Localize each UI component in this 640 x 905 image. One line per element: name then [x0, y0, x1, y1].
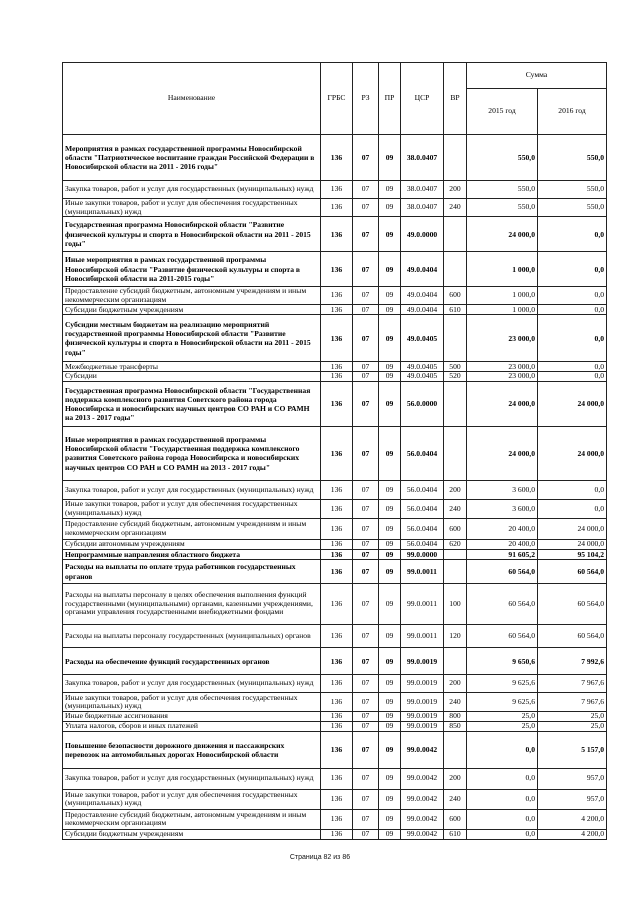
table-row [63, 625, 607, 648]
table-row [63, 789, 607, 809]
header-csr: ЦСР [401, 63, 444, 135]
cell-rz: 07 [353, 809, 379, 829]
header-name: Наименование [63, 63, 321, 135]
header-grbs: ГРБС [321, 63, 353, 135]
cell-sum-2016: 550,0 [538, 199, 607, 217]
cell-rz: 07 [353, 199, 379, 217]
cell-name: Государственная программа Новосибирской области "Развитие физической культуры и спорта в Новосибирской области на 2011 - 2015 годы" [63, 217, 321, 252]
table-row [63, 539, 607, 549]
cell-grbs: 136 [321, 625, 353, 648]
cell-name: Мероприятия в рамках государственной программы Новосибирской области "Патриотическое воспитание граждан Российской Федерации в Новосибирской области на 2011 - 2016 годы" [63, 135, 321, 181]
cell-vr: 200 [444, 181, 467, 199]
cell-vr: 100 [444, 584, 467, 625]
header-rz: РЗ [353, 63, 379, 135]
cell-name: Закупка товаров, работ и услуг для государственных (муниципальных) нужд [63, 480, 321, 499]
budget-table [62, 62, 607, 840]
cell-pr: 09 [379, 252, 401, 287]
cell-pr: 09 [379, 518, 401, 539]
cell-pr: 09 [379, 381, 401, 426]
table-row [63, 199, 607, 217]
cell-name: Уплата налогов, сборов и иных платежей [63, 721, 321, 731]
cell-sum-2015: 20 400,0 [467, 539, 538, 549]
cell-vr [444, 252, 467, 287]
cell-rz: 07 [353, 768, 379, 789]
cell-sum-2016: 4 200,0 [538, 829, 607, 839]
cell-pr: 09 [379, 731, 401, 768]
cell-csr: 99.0.0042 [401, 731, 444, 768]
table-row [63, 731, 607, 768]
cell-csr: 38.0.0407 [401, 199, 444, 217]
cell-pr: 09 [379, 426, 401, 480]
table-row [63, 721, 607, 731]
cell-rz: 07 [353, 789, 379, 809]
cell-rz: 07 [353, 362, 379, 372]
cell-vr [444, 381, 467, 426]
cell-rz: 07 [353, 426, 379, 480]
header-year-2015: 2015 год [467, 89, 538, 135]
cell-sum-2015: 60 564,0 [467, 584, 538, 625]
cell-sum-2015: 0,0 [467, 809, 538, 829]
cell-sum-2016: 24 000,0 [538, 426, 607, 480]
cell-csr: 99.0.0042 [401, 809, 444, 829]
table-row [63, 135, 607, 181]
table-row [63, 362, 607, 372]
cell-sum-2016: 7 967,6 [538, 693, 607, 712]
cell-vr: 800 [444, 712, 467, 722]
cell-sum-2016: 4 200,0 [538, 809, 607, 829]
cell-name: Иные бюджетные ассигнования [63, 712, 321, 722]
cell-rz: 07 [353, 675, 379, 693]
table-row [63, 693, 607, 712]
cell-sum-2016: 60 564,0 [538, 625, 607, 648]
cell-csr: 99.0.0000 [401, 549, 444, 559]
cell-name: Субсидии бюджетным учреждениям [63, 829, 321, 839]
table-body [63, 135, 607, 840]
cell-sum-2015: 24 000,0 [467, 426, 538, 480]
table-row [63, 584, 607, 625]
cell-csr: 49.0.0000 [401, 217, 444, 252]
cell-pr: 09 [379, 693, 401, 712]
cell-name: Непрограммные направления областного бюджета [63, 549, 321, 559]
cell-pr: 09 [379, 829, 401, 839]
cell-sum-2015: 24 000,0 [467, 217, 538, 252]
cell-rz: 07 [353, 181, 379, 199]
cell-vr [444, 560, 467, 584]
cell-sum-2015: 60 564,0 [467, 560, 538, 584]
cell-grbs: 136 [321, 426, 353, 480]
cell-sum-2015: 25,0 [467, 721, 538, 731]
cell-grbs: 136 [321, 731, 353, 768]
cell-vr [444, 135, 467, 181]
cell-pr: 09 [379, 305, 401, 315]
cell-csr: 49.0.0405 [401, 372, 444, 382]
cell-pr: 09 [379, 549, 401, 559]
cell-sum-2015: 24 000,0 [467, 381, 538, 426]
cell-rz: 07 [353, 648, 379, 675]
cell-sum-2016: 7 992,6 [538, 648, 607, 675]
table-row [63, 768, 607, 789]
cell-vr: 240 [444, 499, 467, 518]
cell-csr: 99.0.0019 [401, 648, 444, 675]
cell-name: Иные закупки товаров, работ и услуг для обеспечения государственных (муниципальных) нужд [63, 499, 321, 518]
cell-pr: 09 [379, 480, 401, 499]
cell-rz: 07 [353, 731, 379, 768]
cell-sum-2016: 0,0 [538, 372, 607, 382]
table-row [63, 372, 607, 382]
cell-sum-2016: 24 000,0 [538, 381, 607, 426]
cell-pr: 09 [379, 315, 401, 362]
cell-vr: 610 [444, 829, 467, 839]
cell-csr: 99.0.0019 [401, 721, 444, 731]
cell-csr: 99.0.0011 [401, 560, 444, 584]
cell-rz: 07 [353, 217, 379, 252]
cell-vr: 610 [444, 305, 467, 315]
cell-csr: 99.0.0019 [401, 693, 444, 712]
cell-pr: 09 [379, 362, 401, 372]
cell-grbs: 136 [321, 518, 353, 539]
cell-pr: 09 [379, 648, 401, 675]
cell-sum-2015: 0,0 [467, 789, 538, 809]
table-row [63, 181, 607, 199]
cell-rz: 07 [353, 539, 379, 549]
cell-pr: 09 [379, 181, 401, 199]
header-row [63, 63, 607, 89]
cell-sum-2015: 60 564,0 [467, 625, 538, 648]
cell-csr: 56.0.0404 [401, 518, 444, 539]
cell-pr: 09 [379, 809, 401, 829]
table-row [63, 305, 607, 315]
cell-sum-2016: 0,0 [538, 480, 607, 499]
cell-grbs: 136 [321, 648, 353, 675]
cell-sum-2016: 95 104,2 [538, 549, 607, 559]
cell-sum-2015: 550,0 [467, 181, 538, 199]
cell-name: Повышение безопасности дорожного движения и пассажирских перевозок на автомобильных дорогах Новосибирской области [63, 731, 321, 768]
cell-rz: 07 [353, 381, 379, 426]
cell-vr: 600 [444, 518, 467, 539]
cell-csr: 38.0.0407 [401, 181, 444, 199]
cell-rz: 07 [353, 499, 379, 518]
cell-sum-2016: 957,0 [538, 768, 607, 789]
cell-sum-2016: 957,0 [538, 789, 607, 809]
cell-grbs: 136 [321, 287, 353, 305]
cell-vr: 200 [444, 768, 467, 789]
cell-grbs: 136 [321, 252, 353, 287]
cell-sum-2015: 91 605,2 [467, 549, 538, 559]
cell-csr: 56.0.0404 [401, 426, 444, 480]
cell-rz: 07 [353, 584, 379, 625]
cell-grbs: 136 [321, 768, 353, 789]
cell-sum-2015: 0,0 [467, 829, 538, 839]
cell-name: Иные закупки товаров, работ и услуг для обеспечения государственных (муниципальных) нужд [63, 789, 321, 809]
cell-name: Расходы на выплаты персоналу государственных (муниципальных) органов [63, 625, 321, 648]
cell-name: Межбюджетные трансферты [63, 362, 321, 372]
cell-pr: 09 [379, 560, 401, 584]
cell-vr: 200 [444, 480, 467, 499]
cell-name: Иные мероприятия в рамках государственной программы Новосибирской области "Развитие физической культуры и спорта в Новосибирской области на 2011-2015 годы" [63, 252, 321, 287]
cell-vr: 520 [444, 372, 467, 382]
cell-sum-2015: 1 000,0 [467, 305, 538, 315]
cell-sum-2016: 0,0 [538, 217, 607, 252]
cell-vr: 850 [444, 721, 467, 731]
table-row [63, 549, 607, 559]
cell-csr: 49.0.0405 [401, 315, 444, 362]
cell-name: Предоставление субсидий бюджетным, автономным учреждениям и иным некоммерческим организациям [63, 809, 321, 829]
table-row [63, 287, 607, 305]
cell-sum-2015: 0,0 [467, 768, 538, 789]
cell-name: Предоставление субсидий бюджетным, автономным учреждениям и иным некоммерческим организациям [63, 287, 321, 305]
table-row [63, 675, 607, 693]
cell-sum-2015: 1 000,0 [467, 287, 538, 305]
cell-sum-2016: 550,0 [538, 135, 607, 181]
cell-sum-2015: 23 000,0 [467, 372, 538, 382]
cell-pr: 09 [379, 539, 401, 549]
table-row [63, 560, 607, 584]
cell-csr: 38.0.0407 [401, 135, 444, 181]
header-vr: ВР [444, 63, 467, 135]
cell-grbs: 136 [321, 712, 353, 722]
cell-vr [444, 549, 467, 559]
cell-csr: 56.0.0404 [401, 499, 444, 518]
cell-name: Закупка товаров, работ и услуг для государственных (муниципальных) нужд [63, 768, 321, 789]
cell-sum-2015: 0,0 [467, 731, 538, 768]
table-row [63, 252, 607, 287]
cell-rz: 07 [353, 518, 379, 539]
cell-rz: 07 [353, 305, 379, 315]
cell-sum-2015: 9 650,6 [467, 648, 538, 675]
cell-rz: 07 [353, 135, 379, 181]
cell-grbs: 136 [321, 499, 353, 518]
cell-name: Государственная программа Новосибирской области "Государственная поддержка комплексного развития Советского района города Новосибирска и новосибирских научных центров СО РАН и СО РАМН на 2013 - 2017 годы" [63, 381, 321, 426]
cell-csr: 49.0.0405 [401, 362, 444, 372]
cell-pr: 09 [379, 675, 401, 693]
cell-sum-2015: 550,0 [467, 135, 538, 181]
cell-pr: 09 [379, 712, 401, 722]
cell-pr: 09 [379, 625, 401, 648]
cell-sum-2016: 25,0 [538, 721, 607, 731]
cell-vr: 600 [444, 287, 467, 305]
cell-csr: 99.0.0011 [401, 584, 444, 625]
cell-name: Закупка товаров, работ и услуг для государственных (муниципальных) нужд [63, 181, 321, 199]
cell-grbs: 136 [321, 675, 353, 693]
cell-vr [444, 731, 467, 768]
cell-sum-2016: 0,0 [538, 305, 607, 315]
table-row [63, 809, 607, 829]
cell-sum-2016: 7 967,6 [538, 675, 607, 693]
table-header [63, 63, 607, 135]
cell-sum-2015: 3 600,0 [467, 499, 538, 518]
cell-vr: 240 [444, 789, 467, 809]
cell-rz: 07 [353, 315, 379, 362]
cell-sum-2016: 60 564,0 [538, 584, 607, 625]
cell-grbs: 136 [321, 560, 353, 584]
cell-sum-2016: 24 000,0 [538, 539, 607, 549]
cell-grbs: 136 [321, 315, 353, 362]
table-row [63, 829, 607, 839]
cell-pr: 09 [379, 372, 401, 382]
cell-csr: 56.0.0404 [401, 539, 444, 549]
cell-name: Иные закупки товаров, работ и услуг для обеспечения государственных (муниципальных) нужд [63, 199, 321, 217]
cell-sum-2016: 24 000,0 [538, 518, 607, 539]
cell-grbs: 136 [321, 789, 353, 809]
cell-pr: 09 [379, 287, 401, 305]
cell-pr: 09 [379, 721, 401, 731]
cell-grbs: 136 [321, 135, 353, 181]
page-number: Страница 82 из 86 [289, 854, 351, 861]
cell-grbs: 136 [321, 372, 353, 382]
cell-name: Расходы на обеспечение функций государственных органов [63, 648, 321, 675]
cell-pr: 09 [379, 499, 401, 518]
cell-rz: 07 [353, 252, 379, 287]
cell-vr: 620 [444, 539, 467, 549]
cell-csr: 99.0.0042 [401, 789, 444, 809]
cell-csr: 49.0.0404 [401, 252, 444, 287]
cell-csr: 99.0.0019 [401, 712, 444, 722]
cell-sum-2016: 0,0 [538, 499, 607, 518]
cell-rz: 07 [353, 829, 379, 839]
cell-sum-2016: 0,0 [538, 252, 607, 287]
cell-pr: 09 [379, 199, 401, 217]
cell-pr: 09 [379, 135, 401, 181]
cell-grbs: 136 [321, 381, 353, 426]
cell-name: Субсидии автономным учреждениям [63, 539, 321, 549]
cell-rz: 07 [353, 693, 379, 712]
header-pr: ПР [379, 63, 401, 135]
cell-csr: 99.0.0042 [401, 829, 444, 839]
cell-rz: 07 [353, 712, 379, 722]
cell-grbs: 136 [321, 809, 353, 829]
cell-grbs: 136 [321, 693, 353, 712]
cell-vr: 120 [444, 625, 467, 648]
cell-sum-2015: 550,0 [467, 199, 538, 217]
cell-sum-2015: 23 000,0 [467, 362, 538, 372]
cell-grbs: 136 [321, 549, 353, 559]
cell-pr: 09 [379, 217, 401, 252]
cell-name: Расходы на выплаты персоналу в целях обеспечения выполнения функций государственными (муниципальными) органами, казенными учреждениями, органами управления государственными внебюджетными фондами [63, 584, 321, 625]
table-row [63, 315, 607, 362]
cell-rz: 07 [353, 560, 379, 584]
cell-sum-2016: 5 157,0 [538, 731, 607, 768]
cell-rz: 07 [353, 721, 379, 731]
cell-vr: 500 [444, 362, 467, 372]
header-sum: Сумма [467, 63, 607, 89]
cell-rz: 07 [353, 480, 379, 499]
cell-sum-2016: 60 564,0 [538, 560, 607, 584]
table-row [63, 426, 607, 480]
cell-name: Иные мероприятия в рамках государственной программы Новосибирской области "Государственная поддержка комплексного развития Советского района города Новосибирска и новосибирских научных центров СО РАН и СО РАМН на 2013 - 2017 годы" [63, 426, 321, 480]
cell-pr: 09 [379, 768, 401, 789]
cell-sum-2016: 0,0 [538, 362, 607, 372]
cell-rz: 07 [353, 549, 379, 559]
cell-vr [444, 217, 467, 252]
cell-sum-2015: 1 000,0 [467, 252, 538, 287]
cell-sum-2015: 9 625,6 [467, 693, 538, 712]
cell-vr: 240 [444, 199, 467, 217]
cell-sum-2015: 9 625,6 [467, 675, 538, 693]
cell-grbs: 136 [321, 181, 353, 199]
table-row [63, 480, 607, 499]
cell-vr [444, 426, 467, 480]
cell-csr: 49.0.0404 [401, 287, 444, 305]
cell-name: Расходы на выплаты по оплате труда работников государственных органов [63, 560, 321, 584]
table-row [63, 648, 607, 675]
cell-sum-2016: 0,0 [538, 315, 607, 362]
cell-vr [444, 315, 467, 362]
cell-vr [444, 648, 467, 675]
cell-name: Субсидии бюджетным учреждениям [63, 305, 321, 315]
cell-grbs: 136 [321, 480, 353, 499]
table-row [63, 712, 607, 722]
cell-sum-2016: 25,0 [538, 712, 607, 722]
cell-csr: 49.0.0404 [401, 305, 444, 315]
cell-pr: 09 [379, 789, 401, 809]
cell-grbs: 136 [321, 362, 353, 372]
cell-sum-2016: 550,0 [538, 181, 607, 199]
cell-csr: 99.0.0019 [401, 675, 444, 693]
cell-csr: 99.0.0011 [401, 625, 444, 648]
cell-grbs: 136 [321, 721, 353, 731]
cell-rz: 07 [353, 287, 379, 305]
cell-name: Субсидии местным бюджетам на реализацию мероприятий государственной программы Новосибирской области "Развитие физической культуры и спорта в Новосибирской области на 2011 - 2015 годы" [63, 315, 321, 362]
cell-vr: 600 [444, 809, 467, 829]
cell-vr: 200 [444, 675, 467, 693]
cell-sum-2015: 23 000,0 [467, 315, 538, 362]
cell-name: Субсидии [63, 372, 321, 382]
table-row [63, 381, 607, 426]
cell-name: Предоставление субсидий бюджетным, автономным учреждениям и иным некоммерческим организациям [63, 518, 321, 539]
cell-grbs: 136 [321, 199, 353, 217]
cell-csr: 56.0.0404 [401, 480, 444, 499]
cell-sum-2015: 20 400,0 [467, 518, 538, 539]
cell-rz: 07 [353, 625, 379, 648]
cell-rz: 07 [353, 372, 379, 382]
cell-vr: 240 [444, 693, 467, 712]
cell-pr: 09 [379, 584, 401, 625]
cell-grbs: 136 [321, 217, 353, 252]
cell-csr: 56.0.0000 [401, 381, 444, 426]
cell-name: Закупка товаров, работ и услуг для государственных (муниципальных) нужд [63, 675, 321, 693]
cell-grbs: 136 [321, 305, 353, 315]
cell-sum-2015: 3 600,0 [467, 480, 538, 499]
cell-name: Иные закупки товаров, работ и услуг для обеспечения государственных (муниципальных) нужд [63, 693, 321, 712]
cell-grbs: 136 [321, 584, 353, 625]
cell-sum-2016: 0,0 [538, 287, 607, 305]
cell-csr: 99.0.0042 [401, 768, 444, 789]
header-year-2016: 2016 год [538, 89, 607, 135]
cell-grbs: 136 [321, 829, 353, 839]
cell-grbs: 136 [321, 539, 353, 549]
table-row [63, 518, 607, 539]
table-row [63, 217, 607, 252]
cell-sum-2015: 25,0 [467, 712, 538, 722]
table-row [63, 499, 607, 518]
